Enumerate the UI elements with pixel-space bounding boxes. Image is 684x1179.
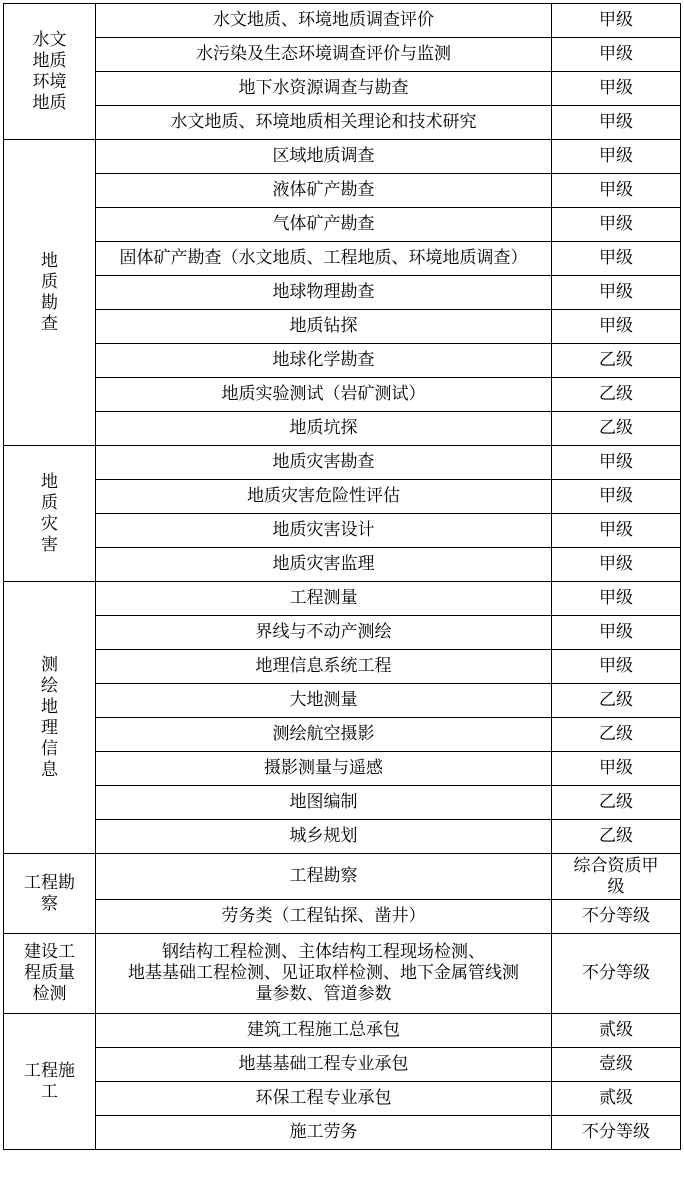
table-row — [4, 820, 681, 854]
table-row — [4, 412, 681, 446]
category-label-line: 地 — [41, 471, 58, 492]
grade-cell: 甲级 — [552, 4, 681, 38]
grade-cell: 甲级 — [552, 514, 681, 548]
category-cell — [4, 854, 96, 934]
item-label-line: 量参数、管道参数 — [255, 984, 392, 1004]
item-label-line: 地基基础工程检测、见证取样检测、地下金属管线测 — [128, 963, 519, 983]
grade-cell: 甲级 — [552, 480, 681, 514]
item-label-line: 钢结构工程检测、主体结构工程现场检测、 — [162, 942, 485, 962]
table-row — [4, 140, 681, 174]
category-cell — [4, 1014, 96, 1150]
item-cell: 工程勘察 — [96, 854, 552, 900]
category-label-line: 地 — [41, 696, 58, 717]
grade-cell: 甲级 — [552, 140, 681, 174]
table-row — [4, 208, 681, 242]
item-cell: 水文地质、环境地质调查评价 — [96, 4, 552, 38]
table-row — [4, 378, 681, 412]
category-label-line: 查 — [41, 313, 58, 334]
item-cell: 环保工程专业承包 — [96, 1082, 552, 1116]
grade-cell: 甲级 — [552, 446, 681, 480]
category-label-line: 地 — [41, 250, 58, 271]
category-label-line: 绘 — [41, 675, 58, 696]
grade-cell — [552, 854, 681, 900]
item-cell: 固体矿产勘查（水文地质、工程地质、环境地质调查） — [96, 242, 552, 276]
table-row — [4, 684, 681, 718]
category-label-line: 理 — [41, 717, 58, 738]
grade-cell: 乙级 — [552, 718, 681, 752]
table-row — [4, 72, 681, 106]
grade-cell: 甲级 — [552, 72, 681, 106]
item-cell: 地质灾害监理 — [96, 548, 552, 582]
grade-cell: 贰级 — [552, 1082, 681, 1116]
table-row — [4, 4, 681, 38]
table-row — [4, 786, 681, 820]
category-cell — [4, 934, 96, 1014]
category-label-line: 建设工 — [24, 942, 75, 962]
grade-cell: 甲级 — [552, 616, 681, 650]
category-label-line: 质 — [41, 271, 58, 292]
grade-cell: 乙级 — [552, 786, 681, 820]
category-cell — [4, 446, 96, 582]
category-label-line: 程质量 — [24, 963, 75, 983]
table-row — [4, 582, 681, 616]
item-cell: 地球物理勘查 — [96, 276, 552, 310]
item-cell: 地质钻探 — [96, 310, 552, 344]
category-label-line: 工程施 — [24, 1060, 75, 1081]
item-cell: 地质坑探 — [96, 412, 552, 446]
category-label-line: 环境 — [32, 71, 67, 92]
item-cell: 气体矿产勘查 — [96, 208, 552, 242]
grade-cell: 贰级 — [552, 1014, 681, 1048]
table-row — [4, 446, 681, 480]
table-row — [4, 1116, 681, 1150]
grade-cell: 甲级 — [552, 310, 681, 344]
qualification-table — [3, 3, 681, 1150]
item-cell: 地质灾害勘查 — [96, 446, 552, 480]
table-row — [4, 1014, 681, 1048]
grade-cell: 不分等级 — [552, 934, 681, 1014]
grade-cell: 乙级 — [552, 820, 681, 854]
grade-cell: 甲级 — [552, 276, 681, 310]
table-row — [4, 242, 681, 276]
grade-cell: 壹级 — [552, 1048, 681, 1082]
grade-cell: 甲级 — [552, 106, 681, 140]
item-cell: 地理信息系统工程 — [96, 650, 552, 684]
table-row — [4, 106, 681, 140]
category-label-line: 测 — [41, 654, 58, 675]
table-row — [4, 480, 681, 514]
table-row — [4, 752, 681, 786]
table-row — [4, 718, 681, 752]
item-cell: 施工劳务 — [96, 1116, 552, 1150]
category-label-line: 检测 — [32, 984, 67, 1004]
table-row — [4, 276, 681, 310]
grade-cell: 乙级 — [552, 344, 681, 378]
item-cell: 地质灾害设计 — [96, 514, 552, 548]
category-cell — [4, 140, 96, 446]
item-cell: 地质灾害危险性评估 — [96, 480, 552, 514]
item-cell — [96, 934, 552, 1014]
table-row — [4, 616, 681, 650]
table-row — [4, 854, 681, 900]
table-row — [4, 1082, 681, 1116]
category-label-line: 地质 — [32, 92, 67, 113]
grade-cell: 甲级 — [552, 548, 681, 582]
grade-cell: 不分等级 — [552, 900, 681, 934]
item-cell: 测绘航空摄影 — [96, 718, 552, 752]
grade-cell: 乙级 — [552, 412, 681, 446]
table-row — [4, 900, 681, 934]
grade-cell: 甲级 — [552, 174, 681, 208]
grade-cell: 甲级 — [552, 650, 681, 684]
category-label-line: 勘 — [41, 292, 58, 313]
table-row — [4, 174, 681, 208]
item-cell: 水文地质、环境地质相关理论和技术研究 — [96, 106, 552, 140]
grade-cell: 乙级 — [552, 378, 681, 412]
category-label-line: 工程勘 — [24, 872, 75, 893]
grade-cell: 甲级 — [552, 242, 681, 276]
category-label-line: 地质 — [32, 50, 67, 71]
table-row — [4, 344, 681, 378]
table-row — [4, 1048, 681, 1082]
table-row — [4, 548, 681, 582]
grade-label-line: 级 — [607, 876, 625, 897]
item-cell: 大地测量 — [96, 684, 552, 718]
item-cell: 地下水资源调查与勘查 — [96, 72, 552, 106]
grade-cell: 甲级 — [552, 38, 681, 72]
item-cell: 地质实验测试（岩矿测试） — [96, 378, 552, 412]
category-label-line: 水文 — [32, 29, 67, 50]
item-cell: 城乡规划 — [96, 820, 552, 854]
item-cell: 地球化学勘查 — [96, 344, 552, 378]
table-row — [4, 38, 681, 72]
category-label-line: 害 — [41, 534, 58, 555]
category-cell — [4, 582, 96, 854]
item-cell: 工程测量 — [96, 582, 552, 616]
grade-label-line: 综合资质甲 — [573, 855, 659, 876]
item-cell: 区域地质调查 — [96, 140, 552, 174]
table-row — [4, 310, 681, 344]
grade-cell: 甲级 — [552, 752, 681, 786]
category-label-line: 质 — [41, 492, 58, 513]
grade-cell: 甲级 — [552, 582, 681, 616]
category-label-line: 灾 — [41, 513, 58, 534]
item-cell: 建筑工程施工总承包 — [96, 1014, 552, 1048]
category-cell — [4, 4, 96, 140]
qualification-table-body — [4, 4, 681, 1150]
table-row — [4, 934, 681, 1014]
item-cell: 摄影测量与遥感 — [96, 752, 552, 786]
item-cell: 地基基础工程专业承包 — [96, 1048, 552, 1082]
grade-cell: 乙级 — [552, 684, 681, 718]
grade-cell: 甲级 — [552, 208, 681, 242]
item-cell: 劳务类（工程钻探、凿井） — [96, 900, 552, 934]
grade-cell: 不分等级 — [552, 1116, 681, 1150]
item-cell: 界线与不动产测绘 — [96, 616, 552, 650]
item-cell: 液体矿产勘查 — [96, 174, 552, 208]
item-cell: 地图编制 — [96, 786, 552, 820]
category-label-line: 工 — [41, 1081, 58, 1102]
category-label-line: 察 — [41, 893, 58, 914]
category-label-line: 信 — [41, 738, 58, 759]
item-cell: 水污染及生态环境调查评价与监测 — [96, 38, 552, 72]
category-label-line: 息 — [41, 759, 58, 780]
table-row — [4, 514, 681, 548]
table-row — [4, 650, 681, 684]
